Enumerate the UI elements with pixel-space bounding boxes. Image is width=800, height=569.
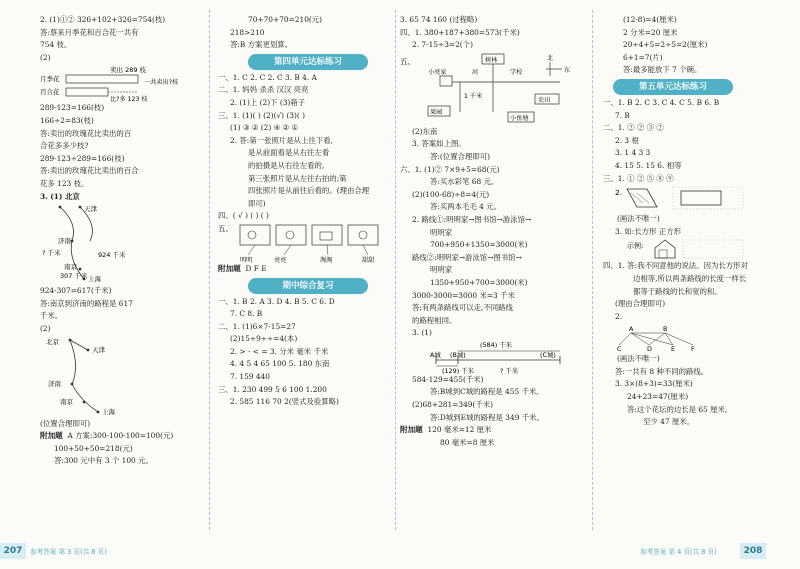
node-c: C: [617, 345, 622, 354]
map-label-shanghai: 上海: [88, 275, 101, 284]
grid-drawing: [603, 185, 773, 213]
text-line: (2)68+281=349(千米): [412, 400, 494, 410]
text-line: 80 毫米=8 厘米: [440, 437, 495, 447]
column-divider: [592, 10, 593, 530]
text-line: 答:B 方案更划算。: [230, 40, 293, 50]
text-line: 答:(位置合理即可): [430, 151, 490, 161]
text-line: 四、( √ ) ( ) ( ): [218, 211, 269, 221]
text-line: 三、1. 230 499 5 6 100 1.200: [218, 384, 327, 394]
text-line: 答:买两本毛毛 4 元。: [430, 202, 502, 212]
extra-tag: 附加题: [218, 263, 241, 273]
text-line: 六、1. (1)② 7×9+5=68(元): [400, 164, 500, 174]
text-line: 218>210: [230, 27, 265, 37]
text-line: 路线②:明明家→游泳馆→图书馆→: [412, 252, 522, 262]
diagram-label-total: 一共卖出?枝: [144, 79, 179, 87]
house-svg: [603, 238, 773, 260]
seg-c: (C城): [540, 350, 556, 359]
text-line: 2. (1)①② 326+102+326=754(枝): [40, 15, 166, 24]
answer-figure-five: [218, 223, 388, 263]
page-number-left: 207: [0, 543, 26, 559]
map-label-pond: 小鱼塘: [510, 114, 529, 122]
text-line: 答:卖出的玫瑰花比卖出的百: [40, 128, 132, 138]
map-label-nanjing: 南京: [60, 397, 73, 406]
text-line: 289-123÷289=166(枝): [40, 153, 125, 163]
column-2: [218, 14, 388, 409]
text-line: 至少 47 厘米。: [643, 417, 695, 427]
route-map-svg: [40, 203, 200, 285]
text-line: 584-129=455(千米): [412, 374, 484, 384]
text-line: 3000-3000=3000 米=3 千米: [412, 290, 515, 300]
text-line: 二、1. (1)6×7-15=27: [218, 321, 296, 331]
text-line: 2 分米=20 厘米: [623, 27, 678, 37]
node-d: D: [647, 345, 652, 354]
map-label-distance-1: 924 千米: [98, 251, 126, 260]
label-mingming: 明明: [240, 256, 253, 263]
text-line: 第三张照片是从左往右拍的;第: [248, 173, 347, 183]
map-label-tianjin: 天津: [92, 345, 105, 354]
map-label-jinan: 济南: [58, 237, 71, 246]
text-line: (2): [40, 323, 51, 333]
diagram-label-more: 比?多 123 枝: [110, 96, 148, 103]
grid-svg: [603, 185, 773, 213]
map-label-shanghai: 上海: [102, 407, 115, 416]
text-line: 1350+950+700=3000(米): [430, 277, 528, 287]
map-label-distance: 1 千米: [464, 92, 483, 100]
text-line: 2.: [615, 311, 623, 321]
label-example: 示例:: [627, 242, 644, 251]
text-line: 的拍摄是从右往左看的,: [248, 160, 325, 170]
text-line: 都等于路线的长和宽的和。: [633, 286, 722, 296]
text-line: 24+23=47(厘米): [627, 392, 689, 402]
text-line: 2. (1)上 (2)下 (3)箱子: [230, 97, 306, 107]
text-line: 三、1. (1)( ) (2)(√) (3)( ): [218, 110, 305, 120]
text-line: 明明家: [430, 265, 453, 275]
route-diagram: [603, 323, 773, 353]
text-line: D F E: [245, 263, 267, 273]
text-line: 4. 4 5 4 65 100 5. 180 东南: [230, 359, 330, 369]
text-line: A 方案:300-100-100=100(元): [67, 431, 174, 441]
text-line: 答:南京到济南的路程是 617: [40, 298, 133, 308]
text-line: 2. 答:第一张照片是从上往下看,: [230, 135, 333, 145]
extra-tag: 附加题: [40, 431, 63, 441]
bar-diagram-1: [40, 64, 200, 102]
text-line: 一、1. B 2. C 3. C 4. C 5. B 6. B: [603, 97, 720, 107]
text-line: 即可): [248, 198, 266, 208]
text-line: 3. 65 74 160 (过程略): [400, 15, 478, 24]
text-line: 4. 15 5. 15 6. 相等: [615, 160, 682, 170]
text-line: 合花多多少枝?: [40, 141, 89, 151]
text-line: 答:D城到E城的路程是 349 千米。: [430, 412, 544, 422]
question-3: 3. (1): [412, 328, 432, 338]
node-b: B: [663, 325, 668, 334]
text-line: 答:买水彩笔 68 元。: [430, 177, 499, 187]
route-svg: [603, 323, 773, 353]
map-label-school: 学校: [510, 68, 523, 76]
text-line: 答:一共有 8 种不同的路线。: [615, 366, 709, 376]
section-header-midterm: 期中综合复习: [248, 278, 368, 294]
label-five: 五、: [400, 56, 415, 66]
map-svg: [400, 52, 585, 126]
diagram-label-sold: 卖出 289 枝: [110, 66, 147, 75]
text-line: 2. 路线①:明明家→图书馆→游泳馆→: [412, 214, 532, 224]
text-line: 答:卖出的玫瑰花比卖出的百合: [40, 166, 139, 176]
text-line: 一、1. B 2. A 3. D 4. B 5. C 6. D: [218, 296, 335, 306]
text-line: (理由合理即可): [615, 299, 666, 309]
text-line: 答:最多能放下 7 个碗。: [623, 65, 702, 75]
house-drawing: [603, 238, 773, 260]
seg-unknown: ? 千米: [500, 366, 519, 374]
text-line: 四、1. 380+187+380=573(千米): [400, 27, 520, 37]
label-two: 2.: [615, 188, 623, 198]
route-map-2-svg: [40, 336, 200, 418]
text-line: (2)(100-68)÷8=4(元): [412, 189, 490, 199]
text-line: 289-123=166(枝): [40, 103, 105, 113]
node-f: F: [691, 345, 695, 354]
segment-svg: [400, 340, 585, 374]
text-line: 二、1. 妈妈 杀杀 汉汉 亮亮: [218, 85, 309, 95]
map-label-tianjin: 天津: [84, 205, 97, 214]
column-divider: [395, 10, 396, 530]
node-a: A: [629, 325, 634, 334]
map-label-river: 河: [472, 68, 479, 76]
segment-diagram: [400, 340, 585, 374]
column-divider: [209, 10, 210, 530]
text-line: (画法不唯一): [617, 354, 660, 364]
text-line: 三、1. ① ② ⑤ ⑧ ⑨: [603, 173, 674, 183]
pictures-svg: [218, 223, 388, 263]
text-line: 3. 1 4 3 3: [615, 148, 651, 158]
map-label-beijing: 北京: [46, 337, 59, 346]
text-line: 明明家: [430, 227, 453, 237]
page-number-right: 208: [740, 543, 766, 559]
route-map-1: [40, 203, 200, 285]
text-line: 2. 7-15÷3=2(个): [412, 40, 473, 50]
text-line: 答:有两条路线可以走,不同路线: [412, 303, 513, 313]
label-taotao: 淘淘: [320, 256, 333, 263]
text-line: (2): [40, 52, 51, 62]
question-3: 3. (1) 北京: [40, 191, 80, 201]
text-line: 3. 答案如上图。: [412, 139, 466, 149]
column-4: [603, 14, 773, 429]
map-label-farmland: 农田: [538, 96, 551, 104]
text-line: 花多 123 枝。: [40, 178, 89, 188]
section-header-unit5: 第五单元达标练习: [613, 79, 733, 95]
text-line: (2)15÷9÷÷=4(本): [230, 334, 298, 344]
footer-right-text: 参考答案 第 4 页(共 8 页): [640, 548, 717, 556]
map-label-nanjing: 南京: [64, 263, 77, 272]
text-line: 100+50+50=218(元): [54, 443, 133, 453]
footer-left-text: 参考答案 第 3 页(共 8 页): [30, 548, 107, 556]
text-line: 700+950+1350=3000(米): [430, 240, 528, 250]
label-liangliang: 亮亮: [274, 256, 287, 263]
bar-diagram-svg: [40, 64, 200, 102]
text-line: 166÷2=83(枝): [40, 115, 94, 125]
text-line: 70+70+70=210(元): [248, 15, 323, 24]
compass-east: 东: [564, 66, 571, 74]
seg-total: (584) 千米: [480, 340, 512, 349]
text-line: 一、1. C 2. C 2. C 3. B 4. A: [218, 72, 317, 82]
map-label-home: 小亮家: [428, 68, 447, 76]
text-line: 20÷4+5=2÷5=2(厘米): [623, 40, 708, 50]
text-line: 千米。: [40, 311, 63, 321]
text-line: 答:蔡来月季花和百合花一共有: [40, 27, 139, 37]
text-line: 7. B: [615, 110, 630, 120]
section-header-unit4: 第四单元达标练习: [248, 54, 368, 70]
text-line: 754 枝。: [40, 40, 72, 50]
text-line: 3. 如:长方形 正方形: [615, 226, 681, 236]
compass-north: 北: [547, 54, 554, 62]
map-figure: [400, 52, 585, 126]
diagram-label-rose: 月季花: [40, 75, 60, 84]
text-line: 四张照片是从前往后看的。(理由合理: [248, 186, 370, 196]
text-line: 3. 3×(8+3)=33(厘米): [615, 379, 693, 389]
text-line: 答:这个花坛的边长是 65 厘米,: [627, 404, 728, 414]
text-line: 是从前面看是从右往左看: [248, 148, 330, 158]
text-line: 二、1. ② ② ③ ②: [603, 123, 664, 133]
map-label-unknown: ? 千米: [42, 249, 61, 258]
route-map-2: [40, 336, 200, 418]
text-line: 答:B城到C城的路程是 455 千米。: [430, 387, 544, 397]
text-line: 答:300 元中有 3 个 100 元。: [54, 456, 153, 466]
extra-tag: 附加题: [400, 425, 423, 435]
label-tiantian: 甜甜: [362, 256, 375, 263]
map-label-distance-2: 307 千米: [60, 272, 88, 281]
seg-b: (B城): [450, 350, 466, 359]
text-line: 的路程相同。: [412, 315, 457, 325]
text-line: 边相等,所以两条路线的长度一样长: [633, 273, 747, 283]
text-line: 6+1=7(片): [623, 52, 663, 62]
text-line: 120 毫米=12 厘米: [427, 425, 492, 435]
text-line: 2. 585 116 70 2(竖式及验算略): [230, 397, 339, 407]
column-1: [40, 14, 200, 468]
map-label-orchard: 果园: [430, 108, 443, 116]
note: (位置合理即可): [40, 418, 91, 428]
map-label-forest: 树林: [485, 56, 498, 64]
text-line: 2. > - < = 3. 分米 毫米 千米: [230, 346, 329, 356]
label-five: 五、: [218, 223, 233, 233]
text-line: 2. 3 根: [615, 135, 639, 145]
text-line: (1) ③ ② (2) ④ ② ①: [230, 123, 299, 133]
text-line: 924-307=617(千米): [40, 286, 112, 296]
seg-part: (129) 千米: [442, 366, 474, 374]
column-3: [400, 14, 585, 449]
text-line: (2)东南: [412, 126, 438, 136]
diagram-label-lily: 百合花: [40, 88, 60, 97]
node-e: E: [671, 345, 676, 354]
text-line: (12-8)=4(厘米): [623, 15, 677, 24]
text-line: 四、1. 答:我不同意他的说法。因为长方形对: [603, 261, 748, 271]
text-line: 7. C 8. B: [230, 309, 263, 319]
map-label-jinan: 济南: [48, 379, 61, 388]
text-line: 7. 159 440: [230, 372, 270, 382]
seg-a: A城: [430, 350, 441, 359]
text-line: (画法不唯一): [617, 214, 660, 224]
